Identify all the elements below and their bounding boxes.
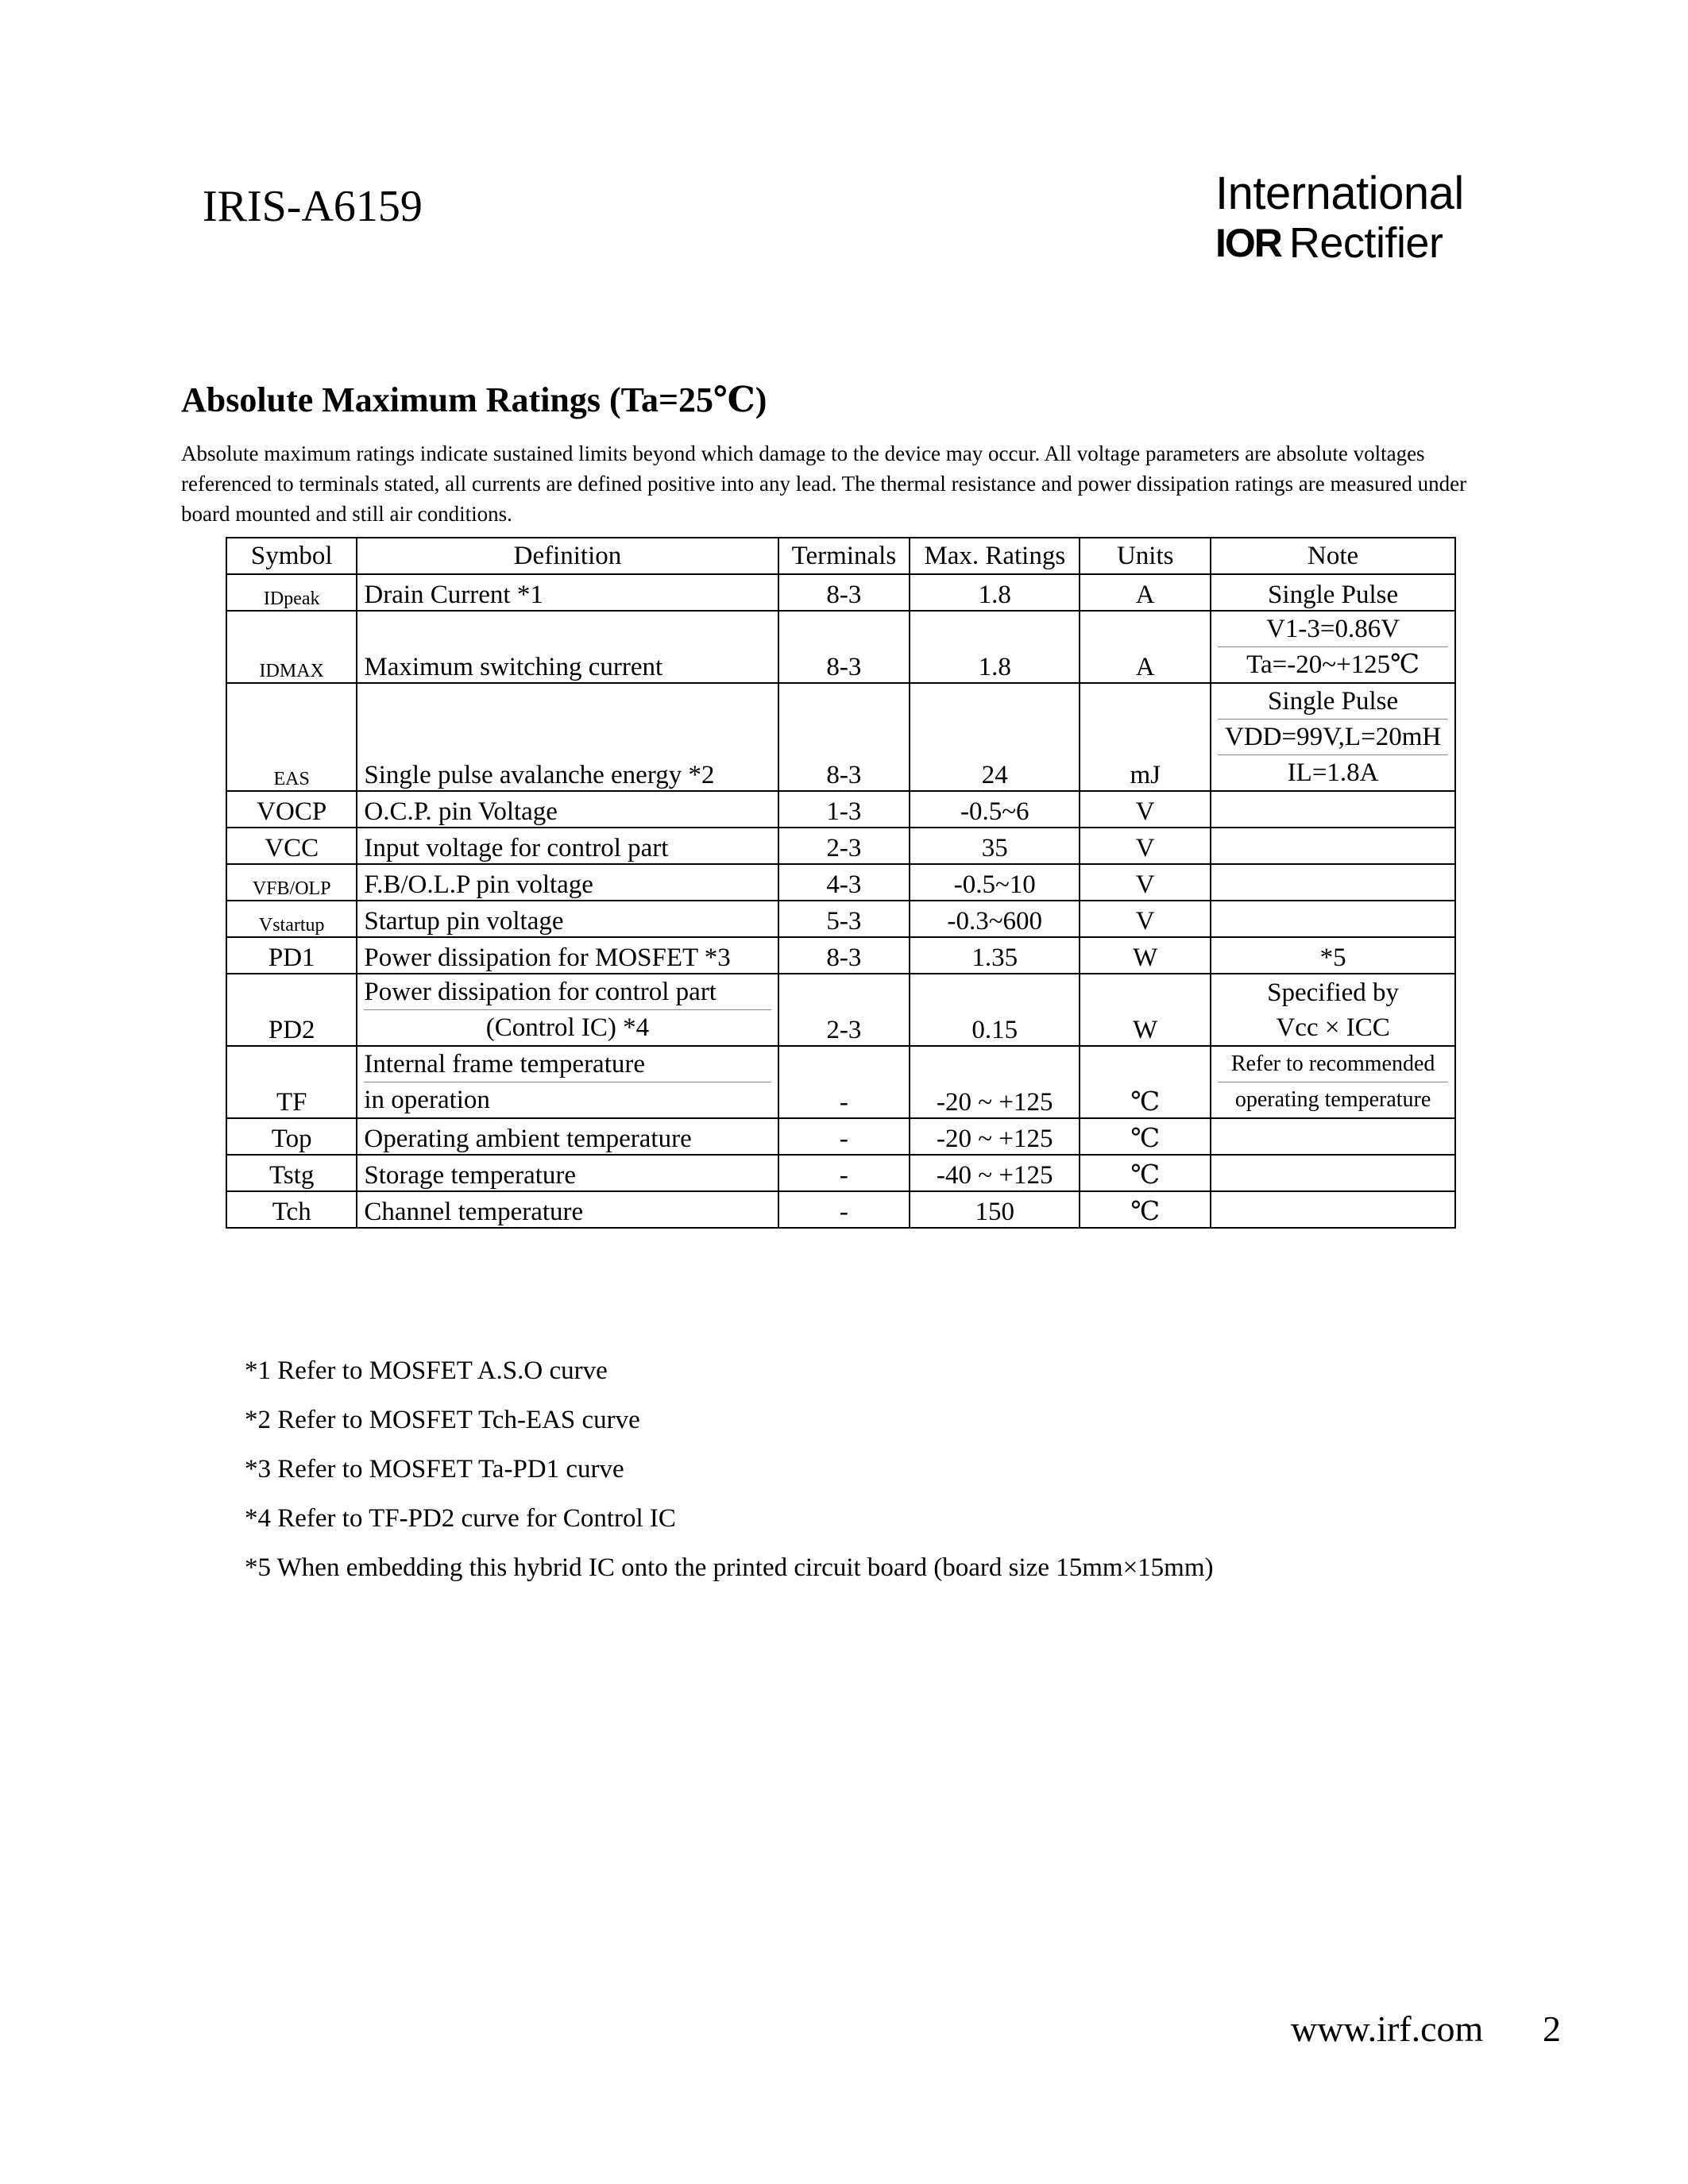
terminals-cell: 5-3	[778, 901, 910, 937]
table-row	[226, 611, 1455, 683]
note-cell	[1211, 683, 1455, 791]
rating-cell: 0.15	[910, 974, 1080, 1046]
terminals-cell: 4-3	[778, 864, 910, 901]
terminals-cell: 1-3	[778, 791, 910, 828]
unit-cell: ℃	[1080, 1046, 1211, 1118]
definition-cell	[357, 1046, 778, 1118]
note-line: V1-3=0.86V	[1218, 612, 1448, 647]
symbol-cell: VOCP	[226, 791, 357, 828]
unit-cell: A	[1080, 611, 1211, 683]
definition-cell: O.C.P. pin Voltage	[357, 791, 778, 828]
note-cell	[1211, 611, 1455, 683]
table-row	[226, 1118, 1455, 1155]
symbol-cell: Tch	[226, 1191, 357, 1228]
footnote-2: *2 Refer to MOSFET Tch-EAS curve	[245, 1406, 640, 1434]
table-row	[226, 1155, 1455, 1191]
terminals-cell: 8-3	[778, 937, 910, 974]
definition-cell: Operating ambient temperature	[357, 1118, 778, 1155]
definition-cell: Channel temperature	[357, 1191, 778, 1228]
terminals-cell: 2-3	[778, 828, 910, 864]
unit-cell: ℃	[1080, 1155, 1211, 1191]
intro-paragraph: Absolute maximum ratings indicate sustained limits beyond which damage to the device may occur. All voltage parameters are absolute voltages referenced to terminals stated, all currents are defined positive into any lead. The thermal resistance and power dissipation ratings are measured under board mounted and still air conditions.	[181, 442, 1467, 526]
symbol-cell: VFB/OLP	[226, 864, 357, 901]
rating-cell: -0.5~6	[910, 791, 1080, 828]
symbol-cell: IDMAX	[226, 611, 357, 683]
symbol-cell: IDpeak	[226, 574, 357, 611]
terminals-cell: -	[778, 1118, 910, 1155]
page-number: 2	[1543, 2008, 1561, 2049]
note-line: Vcc × ICC	[1276, 1013, 1390, 1042]
rating-cell: 1.35	[910, 937, 1080, 974]
terminals-cell: 8-3	[778, 574, 910, 611]
company-logo	[1215, 168, 1470, 267]
symbol-cell: Tstg	[226, 1155, 357, 1191]
rating-cell: 1.8	[910, 611, 1080, 683]
table-row	[226, 574, 1455, 611]
footnote-3: *3 Refer to MOSFET Ta-PD1 curve	[245, 1455, 624, 1484]
definition-line: Internal frame temperature	[364, 1047, 771, 1082]
note-cell	[1211, 974, 1455, 1046]
note-line: VDD=99V,L=20mH	[1218, 720, 1448, 755]
table-row	[226, 828, 1455, 864]
symbol-cell: Vstartup	[226, 901, 357, 937]
section-heading: Absolute Maximum Ratings (Ta=25℃)	[181, 380, 767, 419]
note-cell	[1211, 901, 1455, 937]
terminals-cell: -	[778, 1155, 910, 1191]
col-header-symbol: Symbol	[226, 538, 357, 574]
symbol-cell: TF	[226, 1046, 357, 1118]
rating-cell: -20 ~ +125	[910, 1118, 1080, 1155]
symbol-cell: Top	[226, 1118, 357, 1155]
definition-line: (Control IC) *4	[485, 1013, 650, 1042]
logo-text-international: International	[1215, 168, 1464, 219]
definition-cell: Power dissipation for MOSFET *3	[357, 937, 778, 974]
ratings-table	[226, 537, 1456, 1229]
unit-cell: V	[1080, 791, 1211, 828]
table-row	[226, 1191, 1455, 1228]
footnote-4: *4 Refer to TF-PD2 curve for Control IC	[245, 1504, 676, 1533]
definition-cell: Drain Current *1	[357, 574, 778, 611]
note-line: IL=1.8A	[1287, 758, 1379, 787]
footnote-1: *1 Refer to MOSFET A.S.O curve	[245, 1356, 608, 1385]
symbol-cell: VCC	[226, 828, 357, 864]
ior-logo-icon: IOR	[1215, 221, 1281, 265]
rating-cell: -20 ~ +125	[910, 1046, 1080, 1118]
symbol-cell: EAS	[226, 683, 357, 791]
col-header-note: Note	[1211, 538, 1455, 574]
col-header-definition: Definition	[357, 538, 778, 574]
note-cell	[1211, 1191, 1455, 1228]
note-cell	[1211, 1118, 1455, 1155]
note-cell	[1211, 791, 1455, 828]
definition-cell: Single pulse avalanche energy *2	[357, 683, 778, 791]
symbol-cell: PD2	[226, 974, 357, 1046]
col-header-max-ratings: Max. Ratings	[910, 538, 1080, 574]
terminals-cell: -	[778, 1191, 910, 1228]
definition-line: in operation	[364, 1086, 490, 1114]
unit-cell: V	[1080, 828, 1211, 864]
unit-cell: V	[1080, 864, 1211, 901]
footnote-5: *5 When embedding this hybrid IC onto the printed circuit board (board size 15mm×15mm)	[245, 1553, 1214, 1582]
definition-cell: Startup pin voltage	[357, 901, 778, 937]
unit-cell: ℃	[1080, 1191, 1211, 1228]
definition-cell: Input voltage for control part	[357, 828, 778, 864]
rating-cell: 1.8	[910, 574, 1080, 611]
rating-cell: 35	[910, 828, 1080, 864]
definition-cell	[357, 974, 778, 1046]
note-cell	[1211, 1046, 1455, 1118]
definition-cell: Maximum switching current	[357, 611, 778, 683]
terminals-cell: 8-3	[778, 683, 910, 791]
unit-cell: W	[1080, 937, 1211, 974]
note-line: operating temperature	[1234, 1087, 1431, 1112]
table-row	[226, 1046, 1455, 1118]
definition-line: Power dissipation for control part	[364, 974, 771, 1010]
col-header-units: Units	[1080, 538, 1211, 574]
unit-cell: W	[1080, 974, 1211, 1046]
table-header-row	[226, 538, 1455, 574]
rating-cell: -40 ~ +125	[910, 1155, 1080, 1191]
unit-cell: A	[1080, 574, 1211, 611]
note-cell	[1211, 864, 1455, 901]
rating-cell: 24	[910, 683, 1080, 791]
table-row	[226, 683, 1455, 791]
table-row	[226, 937, 1455, 974]
note-line: Refer to recommended	[1218, 1047, 1448, 1082]
definition-cell: F.B/O.L.P pin voltage	[357, 864, 778, 901]
table-row	[226, 901, 1455, 937]
terminals-cell: 2-3	[778, 974, 910, 1046]
note-line: Ta=-20~+125℃	[1246, 650, 1420, 679]
rating-cell: -0.3~600	[910, 901, 1080, 937]
table-row	[226, 791, 1455, 828]
document-title: IRIS-A6159	[203, 182, 423, 231]
note-cell	[1211, 1155, 1455, 1191]
col-header-terminals: Terminals	[778, 538, 910, 574]
symbol-cell: PD1	[226, 937, 357, 974]
rating-cell: -0.5~10	[910, 864, 1080, 901]
note-cell: Single Pulse	[1211, 574, 1455, 611]
table-row	[226, 864, 1455, 901]
definition-cell: Storage temperature	[357, 1155, 778, 1191]
unit-cell: mJ	[1080, 683, 1211, 791]
terminals-cell: 8-3	[778, 611, 910, 683]
unit-cell: V	[1080, 901, 1211, 937]
note-line: Single Pulse	[1218, 684, 1448, 720]
footer-url: www.irf.com	[1291, 2008, 1484, 2049]
note-cell	[1211, 828, 1455, 864]
terminals-cell: -	[778, 1046, 910, 1118]
rating-cell: 150	[910, 1191, 1080, 1228]
note-line: Specified by	[1267, 978, 1400, 1007]
note-cell: *5	[1211, 937, 1455, 974]
unit-cell: ℃	[1080, 1118, 1211, 1155]
logo-text-rectifier: Rectifier	[1288, 219, 1443, 267]
table-row	[226, 974, 1455, 1046]
